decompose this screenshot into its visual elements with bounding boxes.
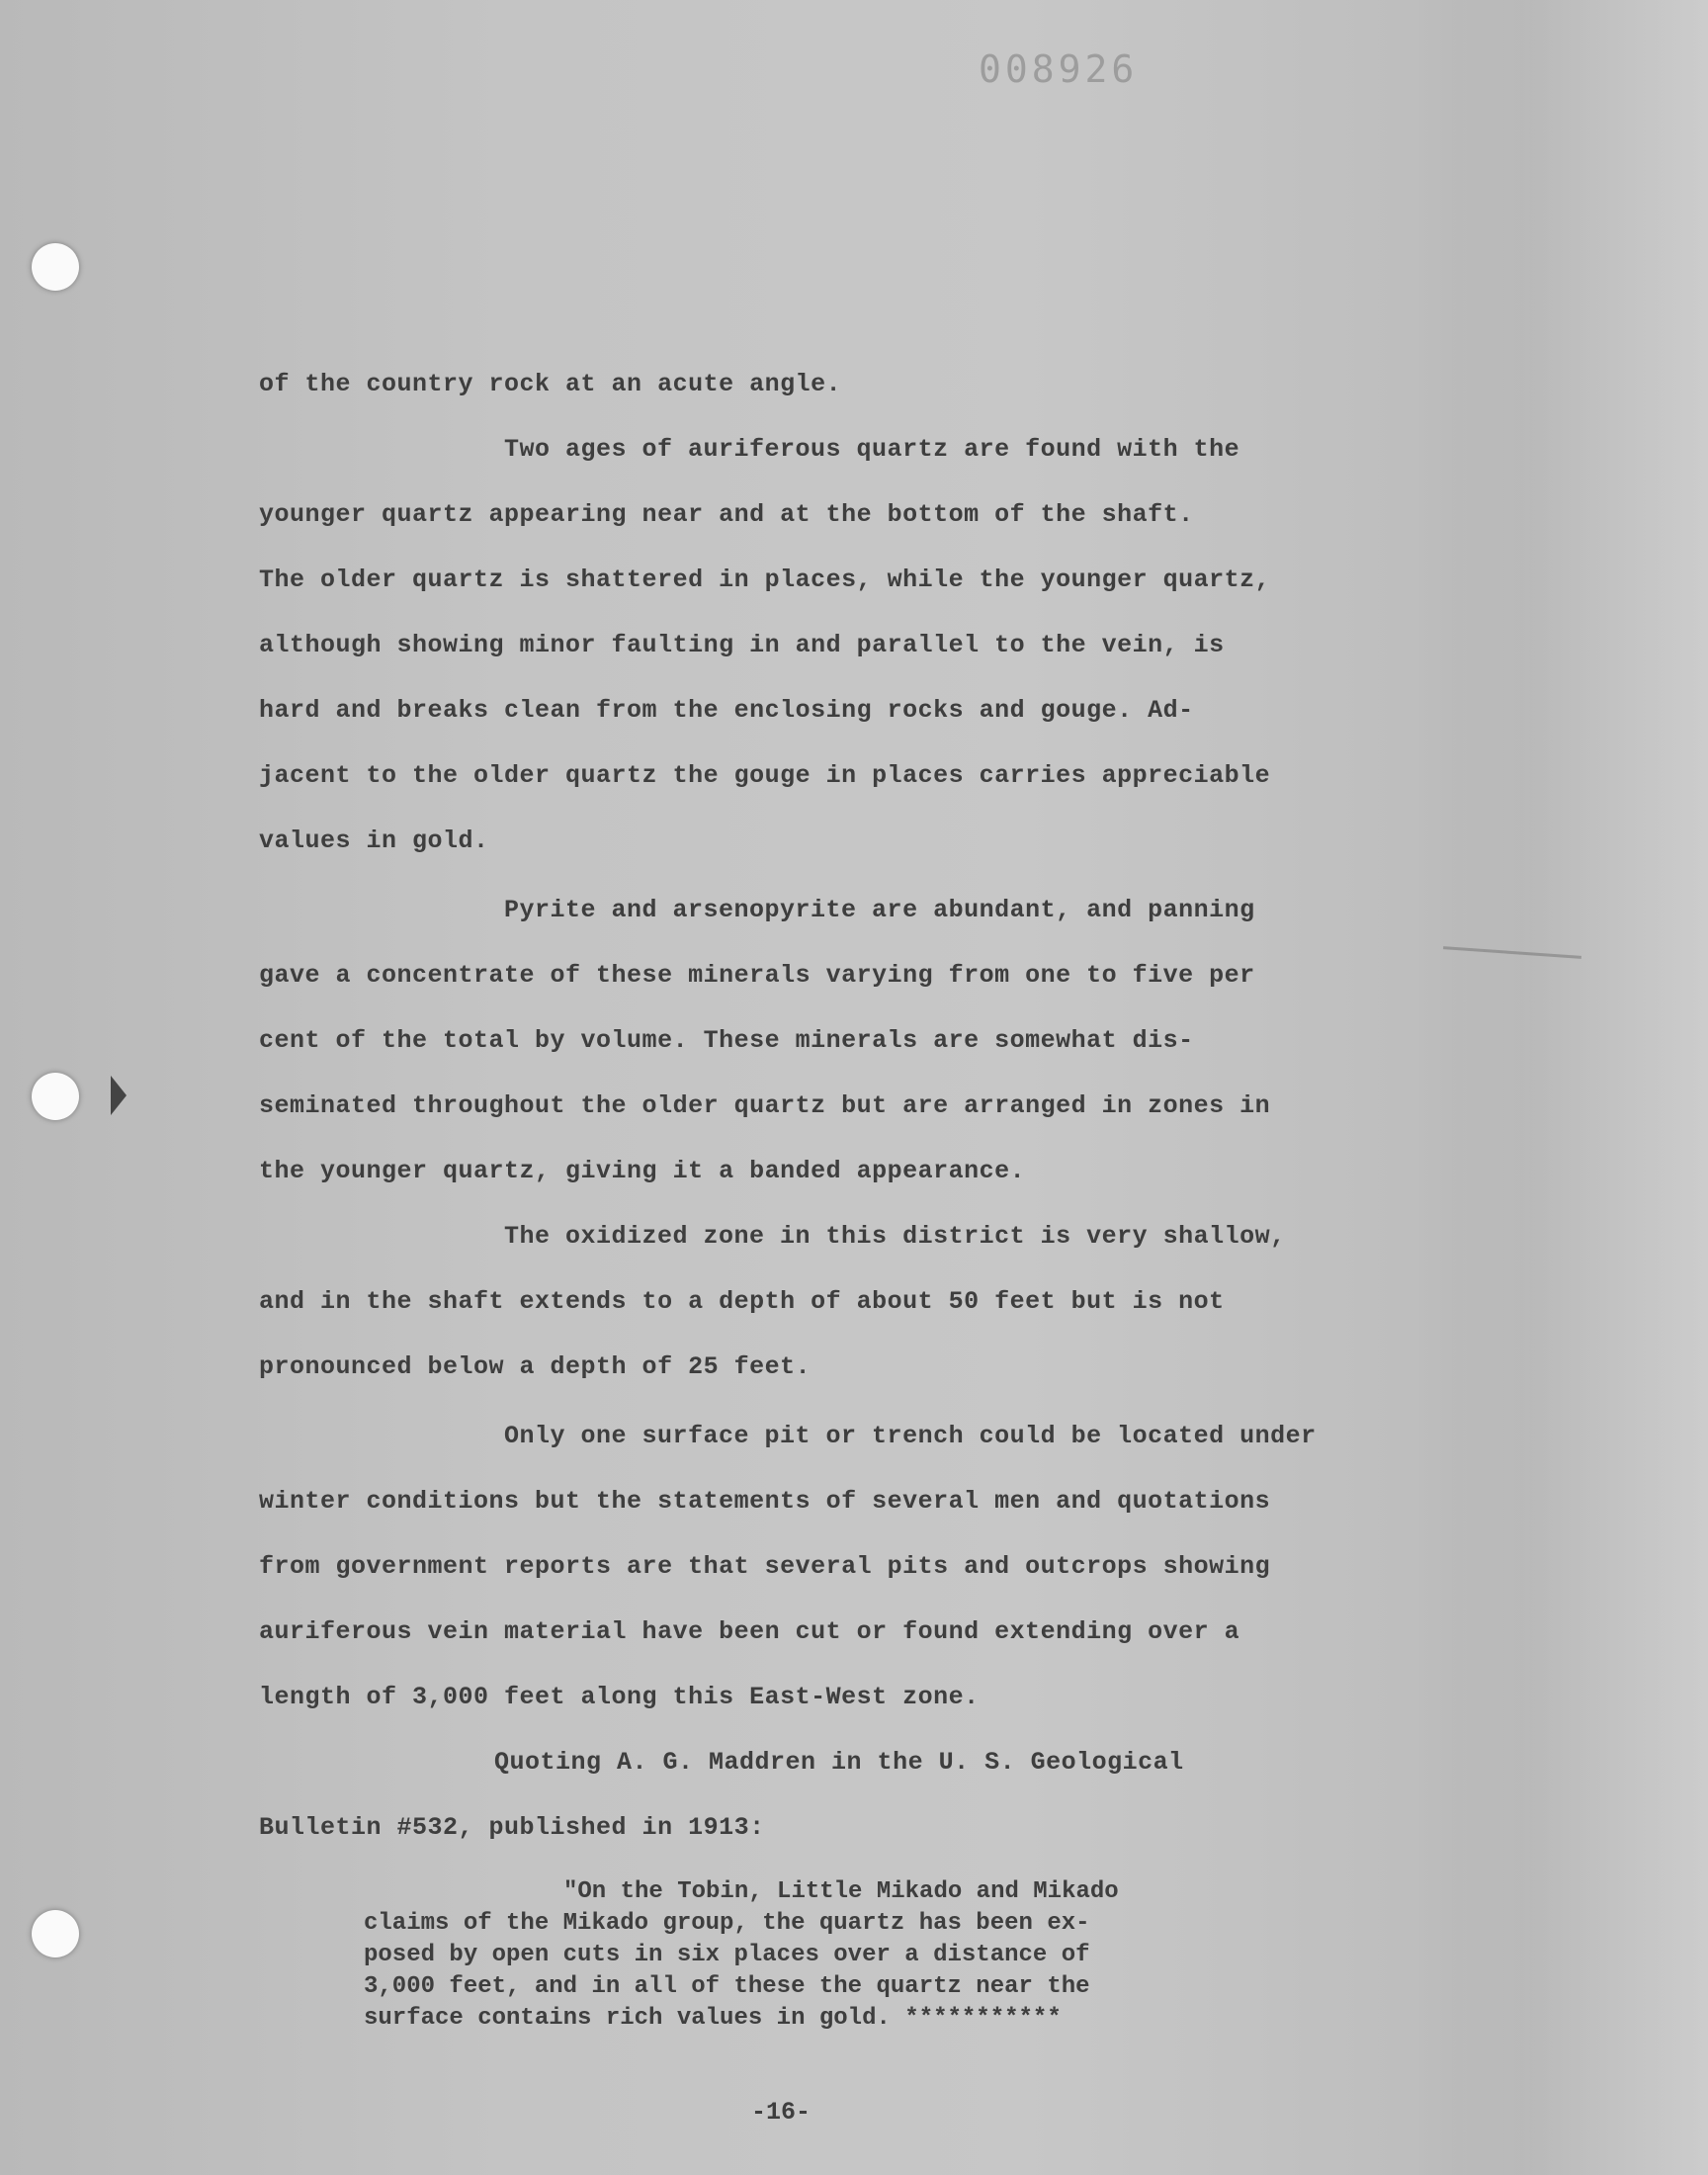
body-line: auriferous vein material have been cut or found extending over a [259, 1617, 1240, 1646]
page-number: -16- [751, 2098, 811, 2127]
body-line: although showing minor faulting in and parallel to the vein, is [259, 631, 1225, 659]
body-line: Two ages of auriferous quartz are found with the [504, 435, 1240, 464]
body-line: jacent to the older quartz the gouge in places carries appreciable [259, 761, 1271, 790]
quote-line: 3,000 feet, and in all of these the quartz near the [364, 1973, 1090, 2000]
margin-mark [111, 1076, 127, 1115]
body-line: Quoting A. G. Maddren in the U. S. Geological [494, 1748, 1184, 1777]
body-line: and in the shaft extends to a depth of about 50 feet but is not [259, 1287, 1225, 1316]
quote-line: claims of the Mikado group, the quartz has been ex- [364, 1910, 1090, 1937]
body-line: winter conditions but the statements of several men and quotations [259, 1487, 1271, 1516]
body-line: gave a concentrate of these minerals varying from one to five per [259, 961, 1255, 990]
body-line: of the country rock at an acute angle. [259, 370, 842, 398]
punch-hole-bottom [32, 1910, 79, 1958]
body-line: from government reports are that several pits and outcrops showing [259, 1552, 1271, 1581]
quote-line: posed by open cuts in six places over a distance of [364, 1942, 1090, 1968]
body-line: younger quartz appearing near and at the bottom of the shaft. [259, 500, 1194, 529]
body-line: Only one surface pit or trench could be located under [504, 1422, 1317, 1450]
punch-hole-middle [32, 1073, 79, 1120]
body-line: seminated throughout the older quartz but are arranged in zones in [259, 1091, 1271, 1120]
body-line: The oxidized zone in this district is very shallow, [504, 1222, 1286, 1251]
quote-line: "On the Tobin, Little Mikado and Mikado [563, 1878, 1119, 1905]
body-line: Bulletin #532, published in 1913: [259, 1813, 765, 1842]
quote-line: surface contains rich values in gold. *********** [364, 2005, 1062, 2032]
body-line: The older quartz is shattered in places, while the younger quartz, [259, 566, 1271, 594]
body-line: cent of the total by volume. These minerals are somewhat dis- [259, 1026, 1194, 1055]
body-line: Pyrite and arsenopyrite are abundant, and panning [504, 896, 1255, 924]
body-line: the younger quartz, giving it a banded appearance. [259, 1157, 1026, 1185]
page-edge-shading [1411, 0, 1708, 2175]
body-line: pronounced below a depth of 25 feet. [259, 1352, 811, 1381]
body-line: hard and breaks clean from the enclosing rocks and gouge. Ad- [259, 696, 1194, 725]
body-line: values in gold. [259, 826, 489, 855]
document-stamp-number: 008926 [979, 47, 1139, 91]
body-line: length of 3,000 feet along this East-West zone. [259, 1683, 980, 1711]
punch-hole-top [32, 243, 79, 291]
